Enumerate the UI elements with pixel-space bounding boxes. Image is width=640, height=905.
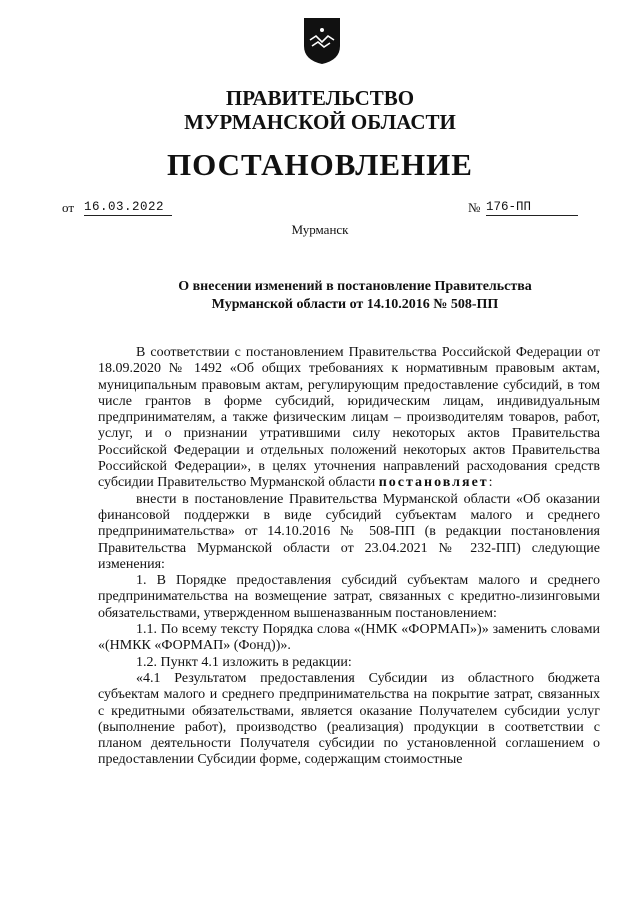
item-1-1-paragraph: 1.1. По всему тексту Порядка слова «(НМК «ФОРМАП»)» заменить словами «(НМКК «ФОРМАП» (Фонд))».: [98, 622, 600, 654]
document-number: 176-ПП: [486, 200, 578, 216]
preamble-paragraph: [98, 345, 600, 492]
resolves-word: постановляет: [378, 475, 489, 491]
government-title-line1: ПРАВИТЕЛЬСТВО: [225, 86, 415, 110]
date-prefix: от: [62, 200, 75, 215]
preamble-text: В соответствии с постановлением Правительства Российской Федерации от 18.09.2020 № 1492 «Об общих требованиях к нормативным правовым актам, муниципальным правовым актам, регулирующим предоставление субсидий, в том числе грантов в форме субсидий, юридическим лицам, индивидуальным предпринимателям, а также физическим лицам – производителям товаров, работ, услуг, и о признании утратившими силу некоторых актов Правительства Российской Федерации и отдельных положений некоторых актов Правительства Российской Федерации», в целях уточнения направлений расходования средств субсидии Правительство Мурманской области: [98, 345, 600, 491]
item-1-2-paragraph: 1.2. Пункт 4.1 изложить в редакции:: [136, 654, 352, 670]
item-4-1-paragraph: «4.1 Результатом предоставления Субсидии из областного бюджета субъектам малого и среднего предпринимательства на покрытие затрат, связанных с кредитными обязательствами, является оказание Получателем субсидии услуг (выполнение работ), производство (реализация) продукции в соответствии с планом деятельности Получателя субсидии по установленной соглашением о предоставлении Субсидии форме, содержащим стоимостные: [98, 670, 600, 768]
document-body: [98, 345, 600, 769]
subject-line2: Мурманской области от 14.10.2016 № 508-ПП: [211, 297, 499, 312]
resolution-paragraph: внести в постановление Правительства Мурманской области «Об оказании финансовой поддержки в виде субсидий субъектам малого и среднего предпринимательства» от 14.10.2016 № 508-ПП (в редакции постановления Правительства Мурманской области от 23.04.2021 № 232-ПП) следующие изменения:: [98, 491, 600, 572]
document-type-title: ПОСТАНОВЛЕНИЕ: [167, 147, 473, 182]
government-title-line2: МУРМАНСКОЙ ОБЛАСТИ: [184, 110, 456, 134]
subject-line1: О внесении изменений в постановление Правительства: [178, 279, 532, 294]
number-prefix: №: [468, 200, 481, 215]
document-date: 16.03.2022: [84, 200, 172, 216]
coat-of-arms-emblem: [302, 16, 342, 66]
item-1-paragraph: 1. В Порядке предоставления субсидий субъектам малого и среднего предпринимательства на возмещение затрат, связанных с кредитно-лизинговыми обязательствами, утвержденном вышеназванным постановлением:: [98, 573, 600, 621]
document-subject: [150, 278, 560, 314]
preamble-colon: :: [488, 475, 493, 491]
city-name: Мурманск: [291, 222, 349, 237]
